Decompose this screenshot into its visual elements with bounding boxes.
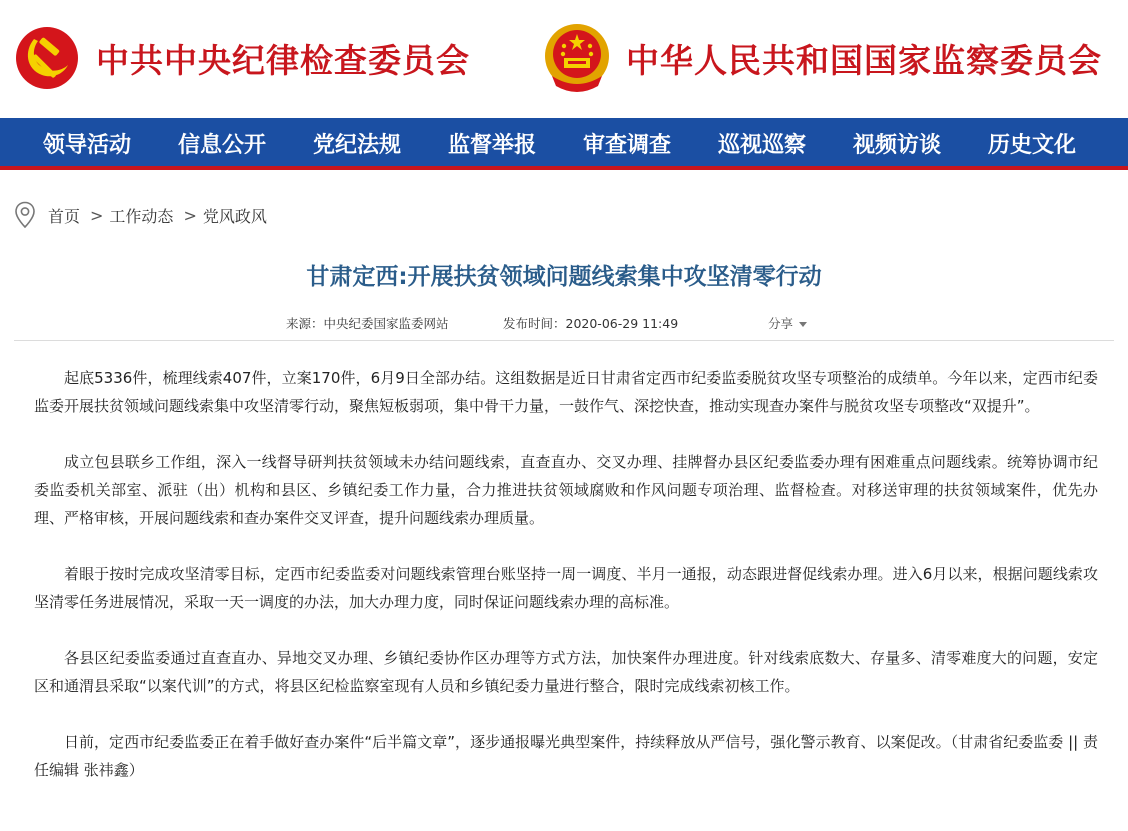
share-label: 分享 (768, 316, 794, 331)
article-paragraph: 成立包县联乡工作组，深入一线督导研判扶贫领域未办结问题线索，直查直办、交叉办理、挂牌督办县区纪委监委办理有困难重点问题线索。统筹协调市纪委监委机关部室、派驻（出）机构和县区、乡镇纪委工作力量，合力推进扶贫领域腐败和作风问题专项治理、监督检查。对移送审理的扶贫领域案件，优先办理、严格审核，开展问题线索和查办案件交叉评查，提升问题线索办理质量。 (34, 453, 1098, 527)
breadcrumb-home[interactable]: 首页 (48, 206, 81, 226)
nav-item-disclosure[interactable]: 信息公开 (178, 132, 267, 158)
ccdi-title: 中共中央纪律检查委员会 (96, 40, 470, 80)
breadcrumb (14, 200, 267, 230)
main-nav (0, 118, 1128, 170)
ccdi-brand[interactable] (14, 22, 470, 94)
meta-divider (14, 340, 1114, 341)
article-title: 甘肃定西:开展扶贫领域问题线索集中攻坚清零行动 (306, 264, 822, 290)
breadcrumb-party-style[interactable]: 党风政风 (202, 206, 267, 226)
national-emblem-icon (542, 20, 612, 96)
party-emblem-icon (14, 25, 80, 91)
nav-item-leadership[interactable]: 领导活动 (43, 132, 132, 158)
nav-item-report[interactable]: 监督举报 (448, 132, 537, 158)
breadcrumb-separator: > (183, 205, 197, 225)
article-paragraph: 着眼于按时完成攻坚清零目标，定西市纪委监委对问题线索管理台账坚持一周一调度、半月一通报，动态跟进督促线索办理。进入6月以来，根据问题线索攻坚清零任务进展情况，采取一天一调度的办法，加大办理力度，同时保证问题线索办理的高标准。 (34, 565, 1098, 611)
nav-item-video[interactable]: 视频访谈 (853, 132, 942, 158)
breadcrumb-work-news[interactable]: 工作动态 (109, 206, 174, 226)
nav-item-inspection[interactable]: 巡视巡察 (718, 132, 807, 158)
nav-item-history[interactable]: 历史文化 (988, 132, 1077, 158)
article-paragraph: 日前，定西市纪委监委正在着手做好查办案件“后半篇文章”，逐步通报曝光典型案件，持续释放从严信号，强化警示教育、以案促改。（甘肃省纪委监委 || 责任编辑 张祎鑫） (34, 733, 1098, 779)
location-pin-icon (14, 201, 36, 229)
nav-item-regulations[interactable]: 党纪法规 (313, 132, 402, 158)
share-button[interactable] (768, 314, 807, 332)
article-publish-time: 发布时间：2020-06-29 11:49 (503, 316, 679, 331)
chevron-down-icon (799, 322, 807, 327)
nsc-title: 中华人民共和国国家监察委员会 (626, 40, 1102, 80)
article-paragraph: 起底5336件，梳理线索407件，立案170件，6月9日全部办结。这组数据是近日甘肃省定西市纪委监委脱贫攻坚专项整治的成绩单。今年以来，定西市纪委监委开展扶贫领域问题线索集中攻坚清零行动，聚焦短板弱项，集中骨干力量，一鼓作气、深挖快查，推动实现查办案件与脱贫攻坚专项整改“双提升”。 (34, 369, 1098, 415)
article-source: 来源：中央纪委国家监委网站 (286, 316, 449, 331)
article-paragraph: 各县区纪委监委通过直查直办、异地交叉办理、乡镇纪委协作区办理等方式方法，加快案件办理进度。针对线索底数大、存量多、清零难度大的问题，安定区和通渭县采取“以案代训”的方式，将县区纪检监察室现有人员和乡镇纪委力量进行整合，限时完成线索初核工作。 (34, 649, 1098, 695)
site-header (0, 0, 1128, 118)
article-body (34, 364, 1098, 812)
nav-item-investigation[interactable]: 审查调查 (583, 132, 672, 158)
nsc-brand[interactable] (542, 18, 1102, 98)
breadcrumb-separator: > (90, 205, 104, 225)
article-meta (0, 312, 1128, 332)
